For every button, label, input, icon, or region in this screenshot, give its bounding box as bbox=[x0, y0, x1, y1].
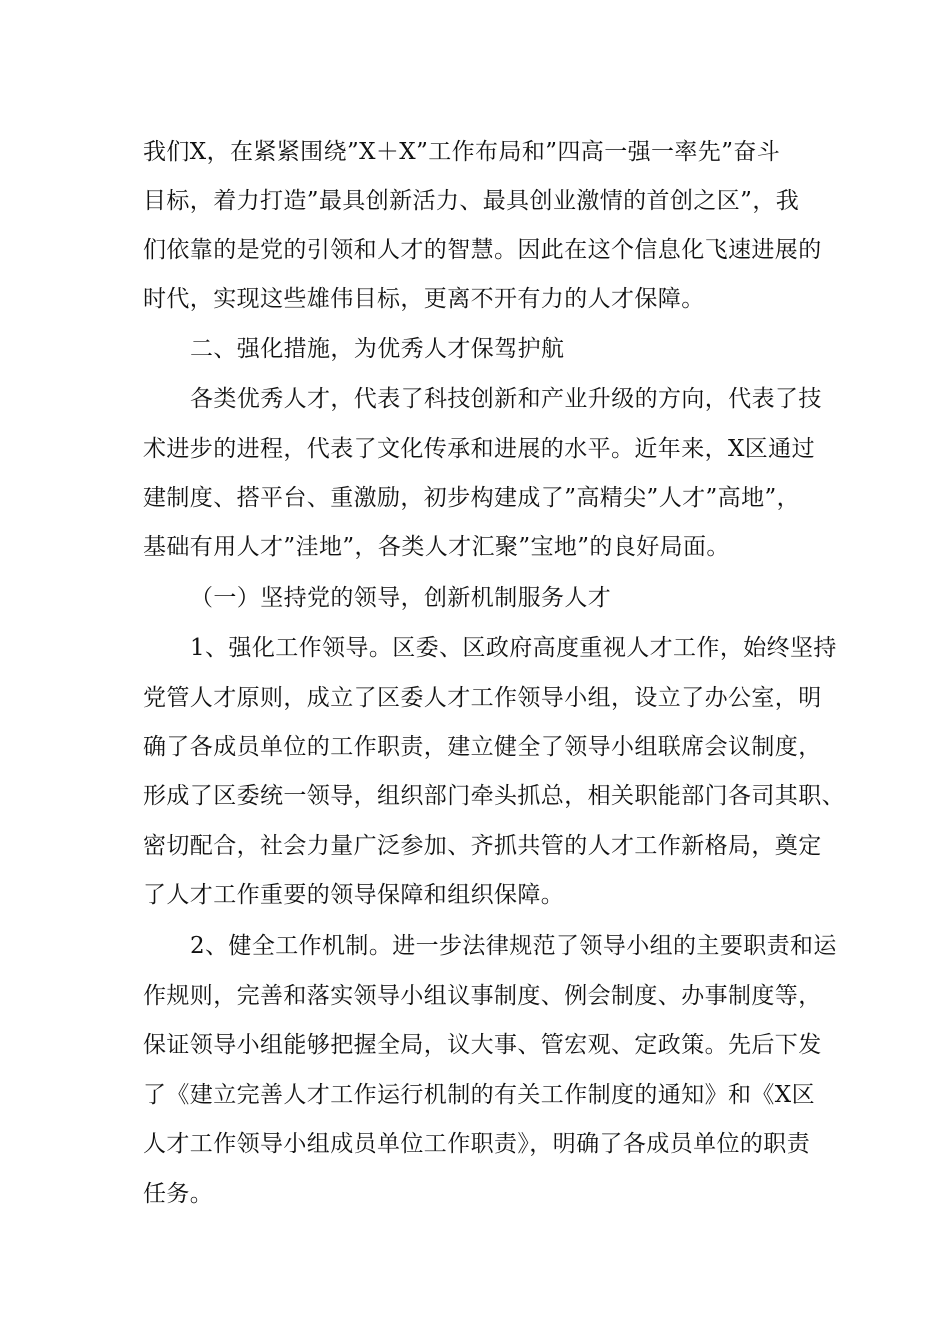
paragraph-line: 目标，着力打造”最具创新活力、最具创业激情的首创之区”，我 bbox=[143, 188, 800, 214]
paragraph-line: 建制度、搭平台、重激励，初步构建成了”高精尖”人才”高地”， bbox=[143, 485, 801, 511]
paragraph-line: 作规则，完善和落实领导小组议事制度、例会制度、办事制度等， bbox=[143, 983, 822, 1009]
paragraph-line: 了人才工作重要的领导保障和组织保障。 bbox=[143, 882, 565, 908]
paragraph-line: 2、健全工作机制。进一步法律规范了领导小组的主要职责和运 bbox=[190, 933, 837, 959]
paragraph-line: 党管人才原则，成立了区委人才工作领导小组，设立了办公室，明 bbox=[143, 685, 822, 711]
paragraph-line: 确了各成员单位的工作职责，建立健全了领导小组联席会议制度， bbox=[143, 734, 822, 760]
paragraph-line: 了《建立完善人才工作运行机制的有关工作制度的通知》和《X区 bbox=[143, 1082, 815, 1108]
paragraph-line: 密切配合，社会力量广泛参加、齐抓共管的人才工作新格局，奠定 bbox=[143, 833, 822, 859]
paragraph-line: 任务。 bbox=[143, 1181, 214, 1207]
paragraph-line: 人才工作领导小组成员单位工作职责》，明确了各成员单位的职责 bbox=[143, 1131, 811, 1157]
section-heading: 二、强化措施，为优秀人才保驾护航 bbox=[190, 336, 565, 362]
paragraph-line: 基础有用人才”洼地”，各类人才汇聚”宝地”的良好局面。 bbox=[143, 534, 730, 560]
paragraph-line: 时代，实现这些雄伟目标，更离不开有力的人才保障。 bbox=[143, 286, 705, 312]
subsection-heading: （一）坚持党的领导，创新机制服务人才 bbox=[190, 585, 612, 611]
paragraph-line: 保证领导小组能够把握全局，议大事、管宏观、定政策。先后下发 bbox=[143, 1032, 822, 1058]
paragraph-line: 们依靠的是党的引领和人才的智慧。因此在这个信息化飞速进展的 bbox=[143, 237, 822, 263]
paragraph-line: 1、强化工作领导。区委、区政府高度重视人才工作，始终坚持 bbox=[190, 635, 837, 661]
paragraph-line: 形成了区委统一领导，组织部门牵头抓总，相关职能部门各司其职、 bbox=[143, 783, 845, 809]
paragraph-line: 我们X，在紧紧围绕”X＋X”工作布局和”四高一强一率先”奋斗 bbox=[143, 139, 781, 165]
paragraph-line: 术进步的进程，代表了文化传承和进展的水平。近年来，X区通过 bbox=[143, 436, 815, 462]
paragraph-line: 各类优秀人才，代表了科技创新和产业升级的方向，代表了技 bbox=[190, 386, 822, 412]
